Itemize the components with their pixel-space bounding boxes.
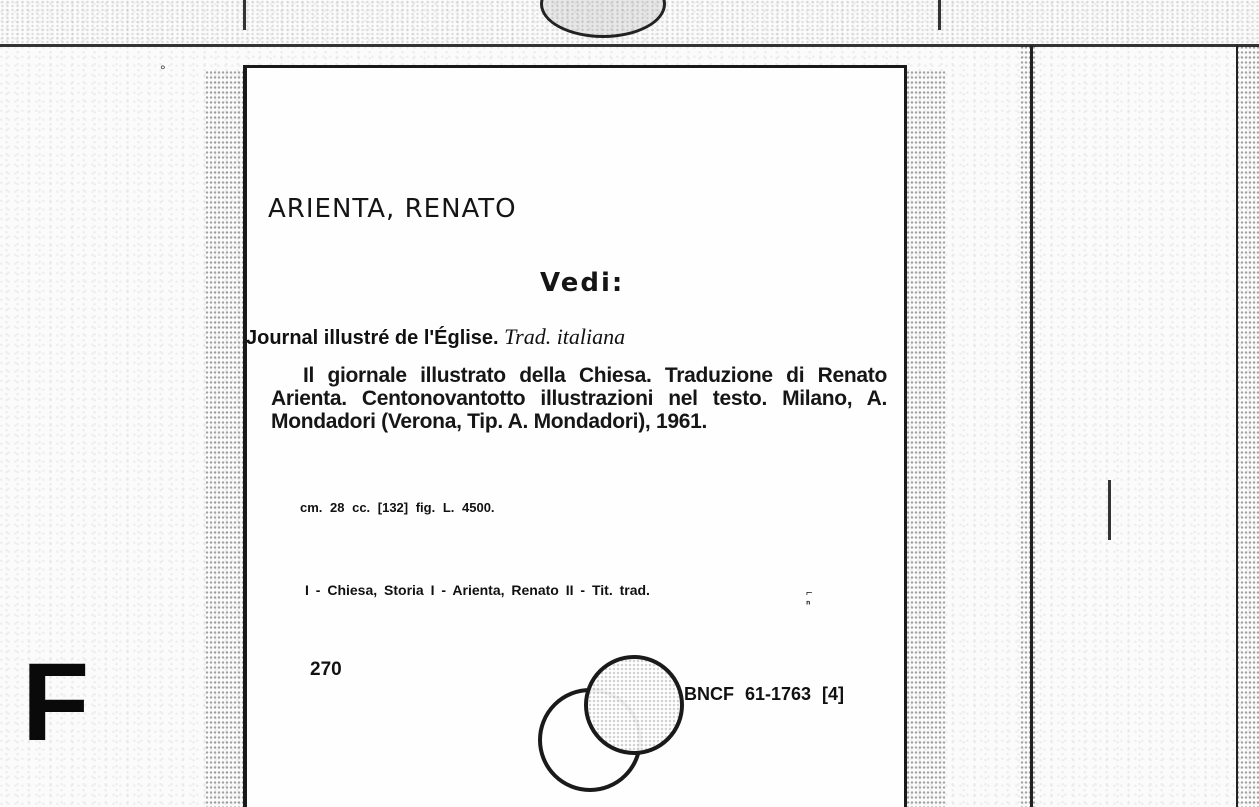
see-reference: Vedi: [540,268,625,298]
scan-noise-far-right [1236,45,1259,807]
scan-speck: ° [160,62,166,78]
scan-noise-right [906,70,946,807]
uniform-title-main: Journal illustré de l'Église. [246,327,499,349]
far-card-edge [1236,45,1238,807]
scan-mark: ⌐ ⁿ [806,587,813,610]
scan-noise-right-inner [1020,45,1036,807]
adjacent-card-edge [1030,45,1033,807]
margin-letter: F [22,641,90,764]
bibliographic-description: Il giornale illustrato della Chiesa. Traduzione di Renato Arienta. Centonovantotto illustrazioni nel testo. Milano, A. Mondadori (Verona, Tip. A. Mondadori), 1961. [271,364,887,433]
uniform-title [246,324,625,350]
scan-noise-left [205,70,243,807]
bncf-identifier: BNCF 61-1763 [4] [684,684,845,704]
previous-card-edge-left [243,0,246,30]
library-stamp-seal [584,655,684,755]
uniform-title-translation: Trad. italiana [504,324,626,349]
subject-tracings: I - Chiesa, Storia I - Arienta, Renato II - Tit. trad. [305,582,650,598]
adjacent-card-mark [1108,480,1111,540]
card-number: 270 [310,659,342,680]
previous-card-edge-right [938,0,941,30]
collation-line: cm. 28 cc. [132] fig. L. 4500. [300,500,495,515]
card-heading: ARIENTA, RENATO [268,194,517,224]
